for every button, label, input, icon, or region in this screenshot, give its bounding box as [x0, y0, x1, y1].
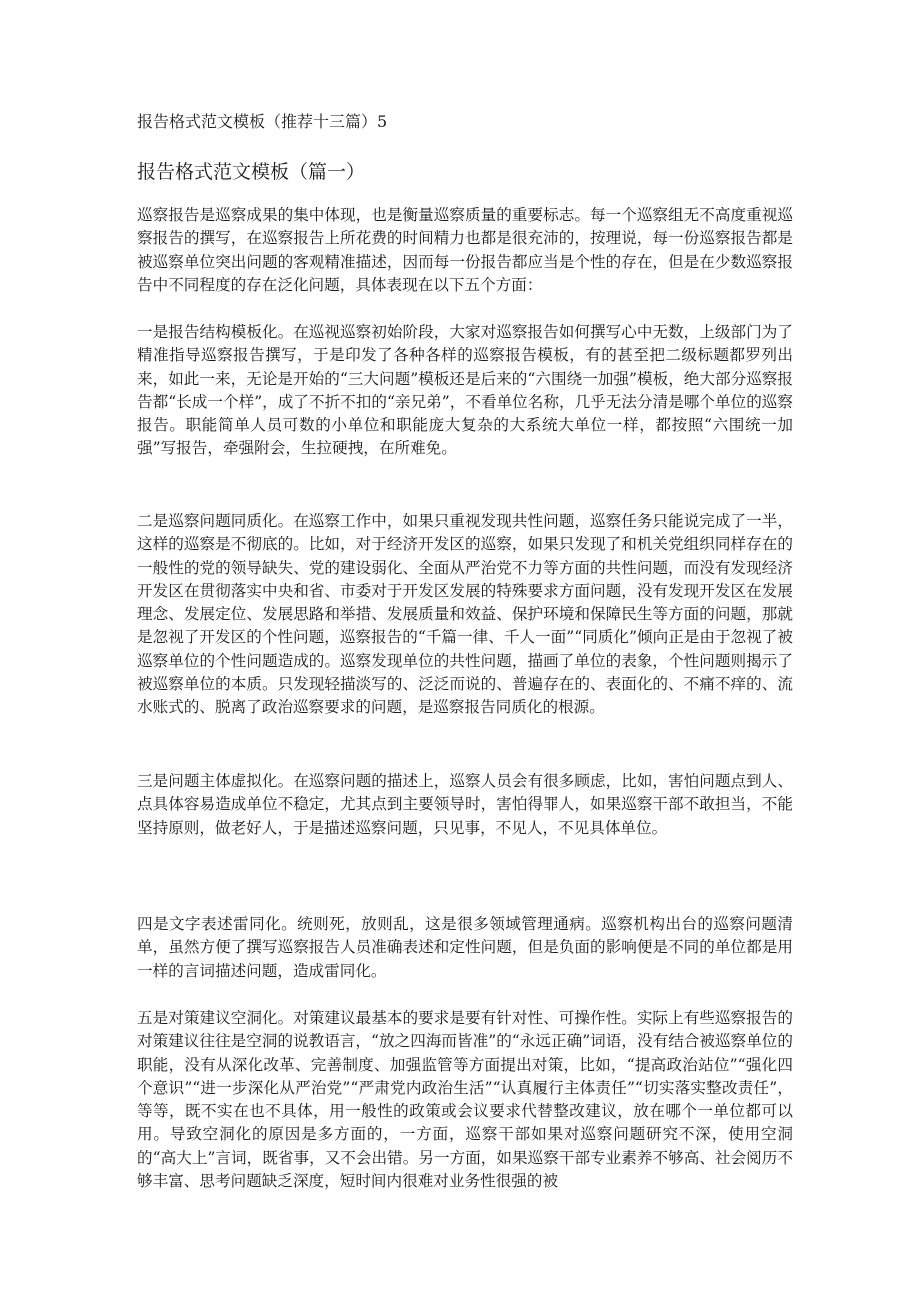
paragraph-point-4: 四是文字表述雷同化。统则死，放则乱，这是很多领域管理通病。巡察机构出台的巡察问题清单，虽然方便了撰写巡察报告人员准确表述和定性问题，但是负面的影响便是不同的单位都是用一样的言词描述问题，造成雷同化。: [137, 915, 793, 980]
paragraph-point-2: 二是巡察问题同质化。在巡察工作中，如果只重视发现共性问题，巡察任务只能说完成了一半，这样的巡察是不彻底的。比如，对于经济开发区的巡察，如果只发现了和机关党组织同样存在的一般性的党的领导缺失、党的建设弱化、全面从严治党不力等方面的共性问题，而没有发现经济开发区在贯彻落实中央和省、市委对于开发区发展的特殊要求方面问题，没有发现开发区在发展理念、发展定位、发展思路和举措、发展质量和效益、保护环境和保障民生等方面的问题，那就是忽视了开发区的个性问题，巡察报告的“千篇一律、千人一面”“同质化”倾向正是由于忽视了被巡察单位的个性问题造成的。巡察发现单位的共性问题，描画了单位的表象，个性问题则揭示了被巡察单位的本质。只发现轻描淡写的、泛泛而说的、普遍存在的、表面化的、不痛不痒的、流水账式的、脱离了政治巡察要求的问题，是巡察报告同质化的根源。: [137, 512, 793, 717]
paragraph-point-5: 五是对策建议空洞化。对策建议最基本的要求是要有针对性、可操作性。实际上有些巡察报告的对策建议往往是空洞的说教语言，“放之四海而皆准”的“永远正确”词语，没有结合被巡察单位的职能，没有从深化改革、完善制度、加强监管等方面提出对策，比如，“提高政治站位”“强化四个意识”“进一步深化从严治党”“严肃党内政治生活”“认真履行主体责任”“切实落实整改责任”，等等，既不实在也不具体，用一般性的政策或会议要求代替整改建议，放在哪个一单位都可以用。导致空洞化的原因是多方面的，一方面，巡察干部如果对巡察问题研究不深，使用空洞的“高大上”言词，既省事，又不会出错。另一方面，如果巡察干部专业素养不够高、社会阅历不够丰富、思考问题缺乏深度，短时间内很难对业务性很强的被: [137, 1009, 793, 1191]
document-title: 报告格式范文模板（推荐十三篇）5: [137, 112, 388, 131]
section-title: 报告格式范文模板（篇一）: [137, 161, 366, 183]
paragraph-point-3: 三是问题主体虚拟化。在巡察问题的描述上，巡察人员会有很多顾虑，比如，害怕问题点到人、点具体容易造成单位不稳定，尤其点到主要领导时，害怕得罪人，如果巡察干部不敢担当，不能坚持原则，做老好人，于是描述巡察问题，只见事，不见人，不见具体单位。: [137, 772, 793, 837]
paragraph-point-1: 一是报告结构模板化。在巡视巡察初始阶段，大家对巡察报告如何撰写心中无数，上级部门为了精准指导巡察报告撰写，于是印发了各种各样的巡察报告模板，有的甚至把二级标题都罗列出来，如此一来，无论是开始的“三大问题”模板还是后来的“六围绕一加强”模板，绝大部分巡察报告都“长成一个样”，成了不折不扣的“亲兄弟”，不看单位名称，几乎无法分清是哪个单位的巡察报告。职能简单人员可数的小单位和职能庞大复杂的大系统大单位一样，都按照“六围统一加强”写报告，牵强附会，生拉硬拽，在所难免。: [137, 323, 793, 458]
paragraph-intro: 巡察报告是巡察成果的集中体现，也是衡量巡察质量的重要标志。每一个巡察组无不高度重视巡察报告的撰写，在巡察报告上所花费的时间精力也都是很充沛的，按理说，每一份巡察报告都是被巡察单位突出问题的客观精准描述，因而每一份报告都应当是个性的存在，但是在少数巡察报告中不同程度的存在泛化问题，具体表现在以下五个方面：: [137, 206, 793, 294]
